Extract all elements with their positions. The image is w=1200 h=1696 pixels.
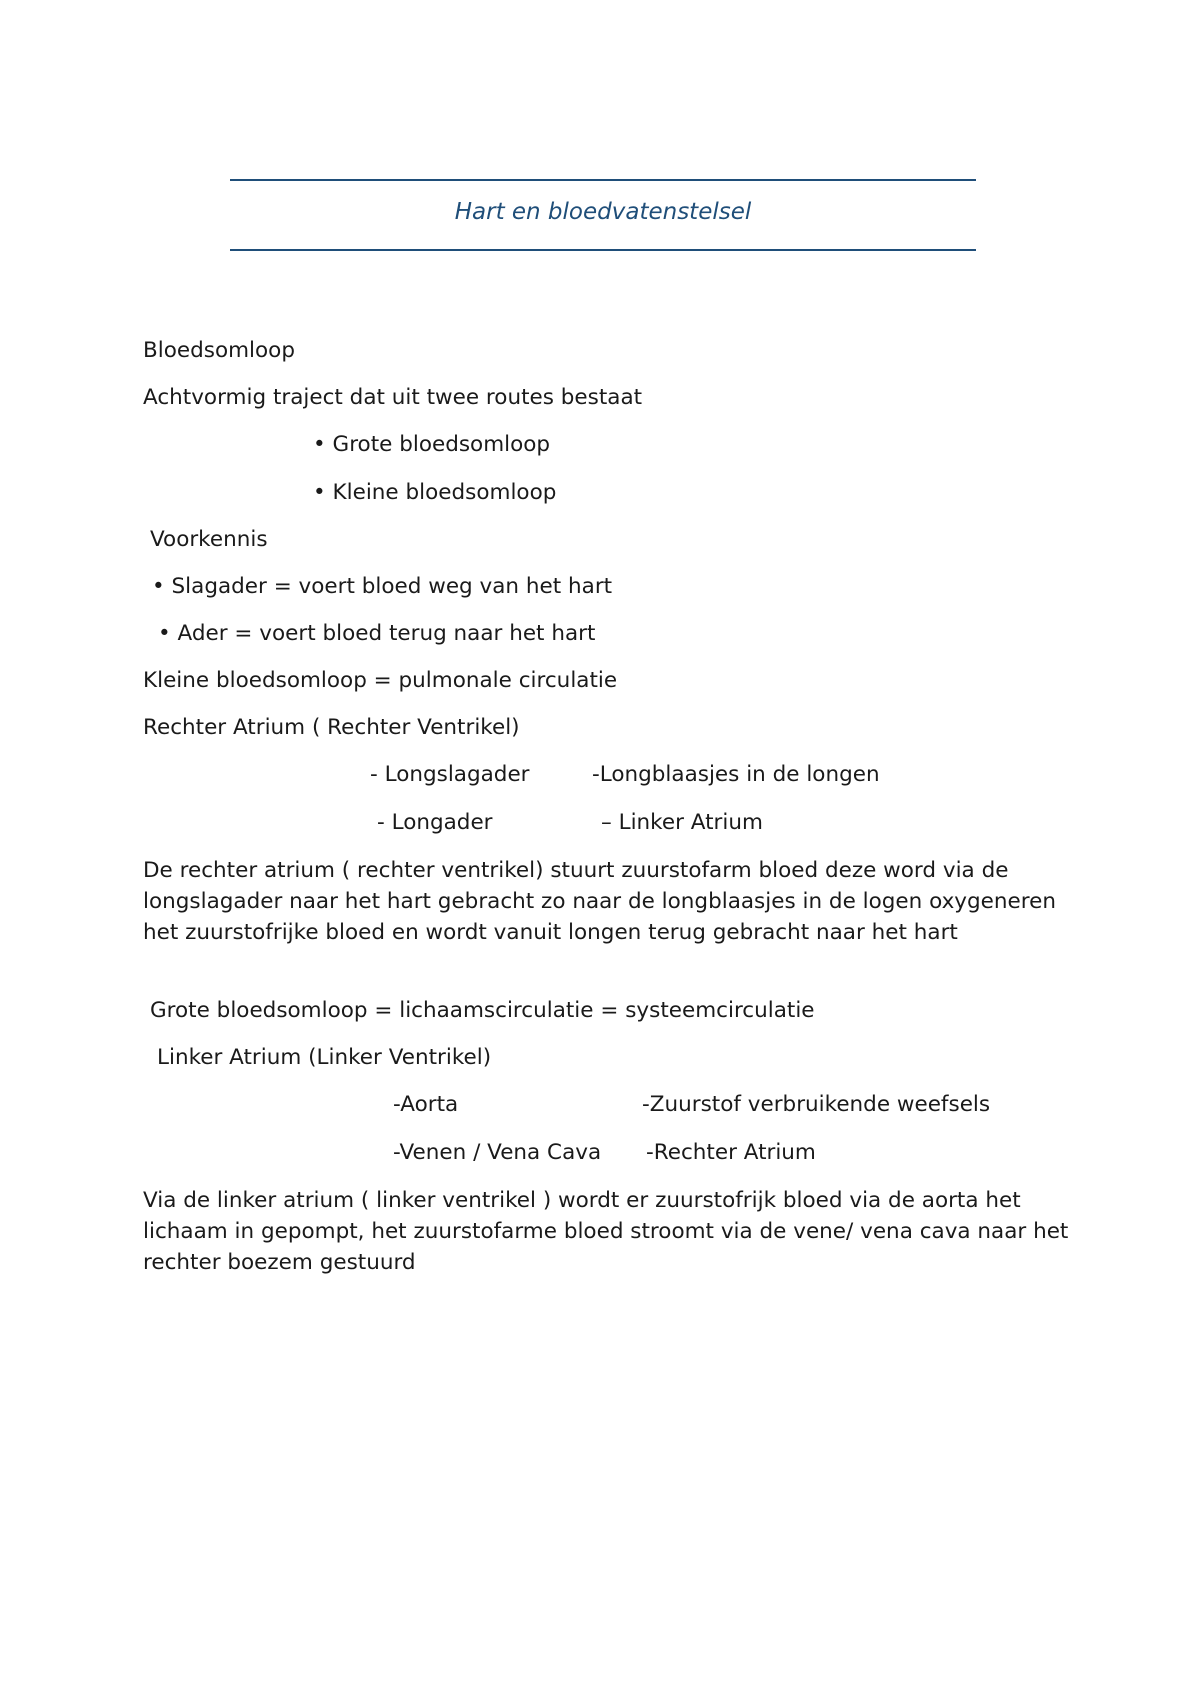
text-achtvormig: Achtvormig traject dat uit twee routes bestaat <box>143 385 643 410</box>
paragraph-grote-bloedsomloop: Via de linker atrium ( linker ventrikel ) wordt er zuurstofrijk bloed via de aorta het lichaam in gepompt, het zuurstofarme bloed stroomt via de vene/ vena cava naar het rechter boezem gestuurd <box>143 1188 1069 1275</box>
document-title: Hart en bloedvatenstelsel <box>454 199 752 225</box>
text-aorta: -Aorta <box>393 1092 459 1117</box>
text-rechter-atrium-arrow: -Rechter Atrium <box>646 1140 816 1165</box>
text-venen: -Venen / Vena Cava <box>393 1140 602 1165</box>
paragraph-kleine-bloedsomloop: De rechter atrium ( rechter ventrikel) stuurt zuurstofarm bloed deze word via de longslagader naar het hart gebracht zo naar de longblaasjes in de logen oxygeneren het zuurstofrijke bloed en wordt vanuit longen terug gebracht naar het hart <box>143 858 1056 945</box>
heading-voorkennis: Voorkennis <box>150 527 268 552</box>
text-linker-atrium: Linker Atrium (Linker Ventrikel) <box>157 1045 492 1070</box>
heading-kleine-bloedsomloop: Kleine bloedsomloop = pulmonale circulatie <box>143 668 618 693</box>
list-item-grote: • Grote bloedsomloop <box>313 429 550 460</box>
title-bottom-rule <box>230 249 976 251</box>
text-zuurstof-weefsels: -Zuurstof verbruikende weefsels <box>642 1092 991 1117</box>
text-linker-atrium-arrow: – Linker Atrium <box>601 810 763 835</box>
text-rechter-atrium: Rechter Atrium ( Rechter Ventrikel) <box>143 715 520 740</box>
heading-grote-bloedsomloop: Grote bloedsomloop = lichaamscirculatie = systeemcirculatie <box>150 998 815 1023</box>
list-item-kleine: • Kleine bloedsomloop <box>313 477 556 508</box>
list-item-ader: • Ader = voert bloed terug naar het hart <box>158 618 595 649</box>
text-longslagader: - Longslagader <box>370 762 530 787</box>
text-longblaasjes: -Longblaasjes in de longen <box>592 762 880 787</box>
title-top-rule <box>230 179 976 181</box>
text-longader: - Longader <box>377 810 493 835</box>
heading-bloedsomloop: Bloedsomloop <box>143 338 295 363</box>
list-item-slagader: • Slagader = voert bloed weg van het hart <box>152 571 612 602</box>
